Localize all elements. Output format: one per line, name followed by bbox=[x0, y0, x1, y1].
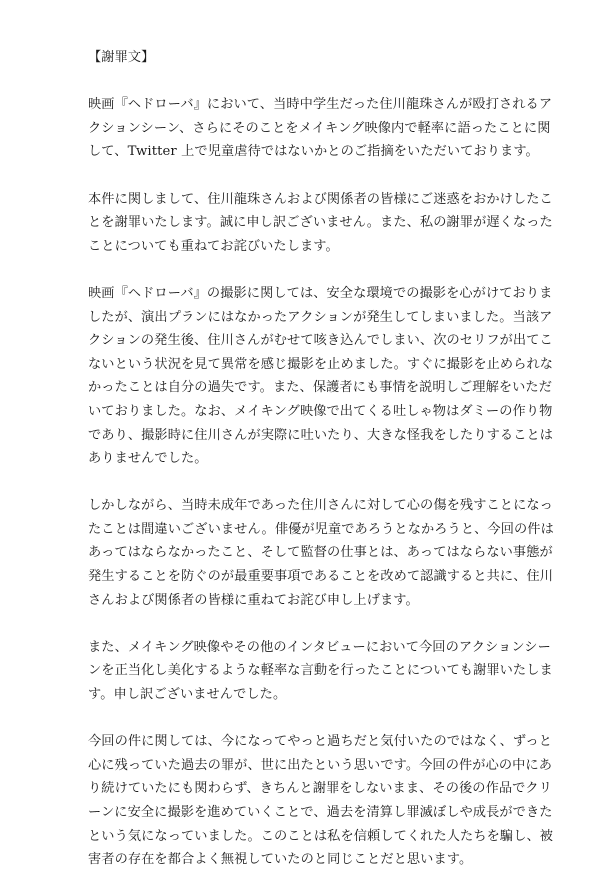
paragraph-line: あってはならなかったこと、そして監督の仕事とは、あってはならない事態が bbox=[88, 545, 553, 561]
paragraph-6 bbox=[88, 730, 554, 872]
paragraph-line: り続けていたにも関わらず、きちんと謝罪をしないまま、その後の作品でクリ bbox=[88, 781, 553, 797]
paragraph-line: とを謝罪いたします。誠に申し訳ございません。また、私の謝罪が遅くなった bbox=[88, 215, 553, 231]
paragraph-line: クションシーン、さらにそのことをメイキング映像内で軽率に語ったことに関 bbox=[88, 120, 551, 136]
paragraph-line: たことは間違いございません。俳優が児童であろうとなかろうと、今回の件は bbox=[88, 521, 554, 537]
paragraph-line: したが、演出プランにはなかったアクションが発生してしまいました。当該ア bbox=[88, 309, 553, 325]
paragraph-line: ことについても重ねてお詫びいたします。 bbox=[88, 238, 339, 254]
paragraph-line: 本件に関しまして、住川龍珠さんおよび関係者の皆様にご迷惑をおかけしたこ bbox=[88, 191, 553, 207]
paragraph-2 bbox=[88, 188, 553, 259]
paragraph-line: また、メイキング映像やその他のインタビューにおいて今回のアクションシー bbox=[88, 639, 551, 655]
paragraph-line: さんおよび関係者の皆様に重ねてお詫び申し上げます。 bbox=[88, 592, 419, 608]
paragraph-3 bbox=[88, 282, 554, 471]
paragraph-line: しかしながら、当時未成年であった住川さんに対して心の傷を残すことになっ bbox=[88, 498, 553, 514]
paragraph-line: であり、撮影時に住川さんが実際に吐いたり、大きな怪我をしたりすることは bbox=[88, 427, 554, 443]
paragraph-line: いておりました。なお、メイキング映像で出てくる吐しゃ物はダミーの作り物 bbox=[88, 403, 553, 419]
paragraph-line: 今回の件に関しては、今になってやっと過ちだと気付いたのではなく、ずっと bbox=[88, 734, 553, 750]
paragraph-line: ーンに安全に撮影を進めていくことで、過去を清算し罪滅ぼしや成長ができた bbox=[88, 805, 553, 820]
paragraph-line: して、Twitter 上で児童虐待ではないかとのご指摘をいただいております。 bbox=[88, 144, 539, 160]
paragraph-5 bbox=[88, 636, 553, 707]
paragraph-line: す。申し訳ございませんでした。 bbox=[88, 687, 287, 703]
paragraph-line: 発生することを防ぐのが最重要事項であることを改めて認識すると共に、住川 bbox=[88, 569, 554, 585]
paragraph-line: 映画『ヘドローバ』において、当時中学生だった住川龍珠さんが殴打されるア bbox=[88, 97, 553, 113]
paragraph-line: という気になっていました。このことは私を信頼してくれた人たちを騙し、被 bbox=[88, 828, 554, 844]
paragraph-line: かったことは自分の過失です。また、保護者にも事情を説明しご理解をいただ bbox=[88, 380, 553, 396]
paragraph-line: 害者の存在を都合よく無視していたのと同じことだと思います。 bbox=[88, 852, 473, 868]
paragraph-line: 映画『ヘドローバ』の撮影に関しては、安全な環境での撮影を心がけておりま bbox=[88, 285, 553, 301]
paragraph-line: ンを正当化し美化するような軽率な言動を行ったことについても謝罪いたしま bbox=[88, 663, 553, 679]
paragraph-1 bbox=[88, 93, 553, 164]
apology-document bbox=[88, 46, 554, 895]
paragraph-line: ありませんでした。 bbox=[88, 451, 208, 467]
paragraph-line: 心に残っていた過去の罪が、世に出たという思いです。今回の件が心の中にあ bbox=[88, 757, 553, 773]
paragraph-line: クションの発生後、住川さんがむせて咳き込んでしまい、次のセリフが出てこ bbox=[88, 333, 553, 349]
paragraph-4 bbox=[88, 494, 554, 612]
paragraph-line: ないという状況を見て異常を感じ撮影を止めました。すぐに撮影を止められな bbox=[88, 356, 554, 372]
document-title: 【謝罪文】 bbox=[88, 50, 155, 65]
